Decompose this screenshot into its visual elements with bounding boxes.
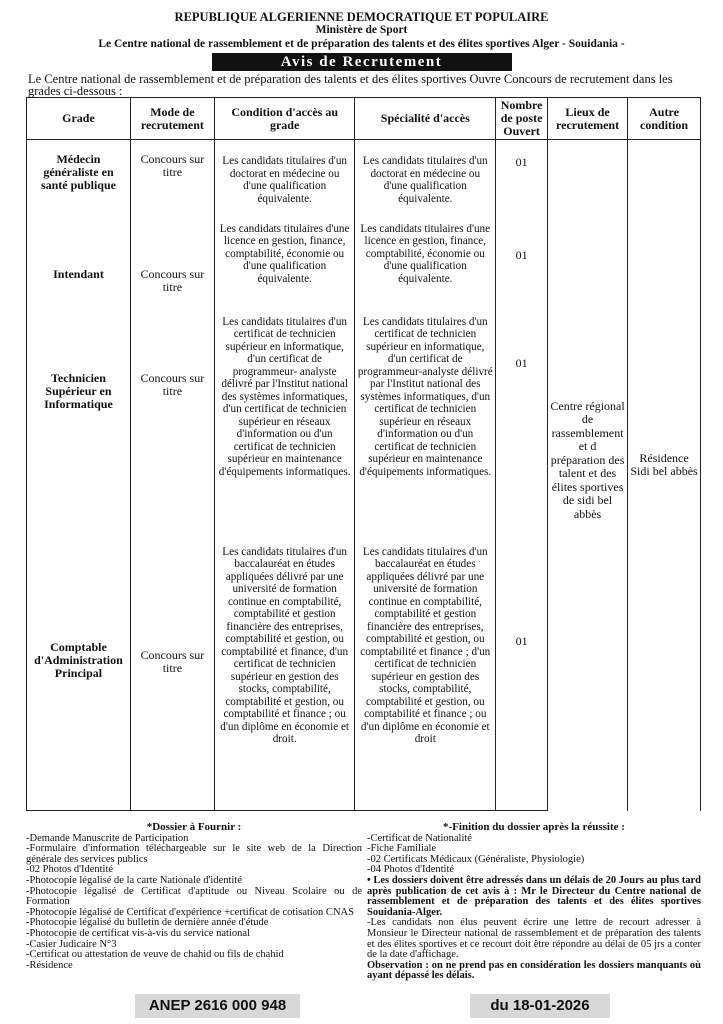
deadline-notice: • Les dossiers doivent être adressés dans un délais de 20 Jours au plus tard après publication de cet avis à : Mr le Directeur du Centre national de rassemblement et de préparation des talents et des élites sportives Souidania-Alger. [367,874,701,918]
finition-column [367,822,701,982]
table-row [27,140,701,223]
finition-title: *-Finition du dossier après la réussite : [443,821,625,833]
cell-nombre: 01 [496,316,548,546]
list-item: -Formulaire d'information téléchargeable sur le site web de la Direction générale des services publics [26,843,362,865]
header-nombre: Nombre de poste Ouvert [496,98,548,140]
list-item: -Fiche Familiale [367,843,437,855]
cell-condition: Les candidats titulaires d'un certificat de technicien supérieur en informatique, d'un certificat de programmeur- analyste délivré par l'Institut national des systèmes informatiques, d'un certificat de technicien supérieur en réseaux d'information ou d'un certificat de technicien supérieur en maintenance d'équipements informatiques. [214,316,355,546]
list-item: -02 Certificats Médicaux (Généraliste, Physiologie) [367,853,585,865]
republic-title: REPUBLIQUE ALGERIENNE DEMOCRATIQUE ET POPULAIRE [174,10,549,24]
list-item: -Photocopie légalisé de Certificat d'aptitude ou Niveau Scolaire ou de Formation [26,885,362,908]
cell-mode: Concours sur titre [130,546,214,811]
cell-nombre: 01 [496,223,548,316]
list-item: -02 Photos d'Identité [26,864,114,876]
publication-date: du 18-01-2026 [470,994,610,1018]
list-item: -Photocopie légalisé de Certificat d'expérience +certificat de cotisation CNAS [26,906,354,918]
cell-grade: Technicien Supérieur en Informatique [27,316,131,546]
dossier-column [26,822,362,971]
recours-notice: -Les candidats non élus peuvent écrire une lettre de recourt adresser à Monsieur le Directeur national de rassemblement et de préparation des talents et des élites sportives et ce recourt doit être répondre au délai de 05 jrs a conter de la date d'affichage. [367,917,701,961]
list-item: -Certificat ou attestation de veuve de chahid ou fils de chahid [26,949,284,961]
list-item: -Photocopie légalisé de la carte Nationale d'identité [26,874,242,886]
list-item: -Photocopie de certificat vis-à-vis du service national [26,927,250,939]
header-autre: Autre condition [628,98,701,140]
list-item: -Certificat de Nationalité [367,832,472,844]
list-item: -Demande Manuscrite de Participation [26,832,189,844]
cell-condition: Les candidats titulaires d'un baccalauréat en études appliquées délivré par une université de formation continue en comptabilité, comptabilité et gestion financière des entreprises, comptabilité et gestion, ou comptabilité et finance, d'un certificat de technicien supérieur en gestion des stocks, comptabilité, comptabilité et gestion, ou comptabilité et finance ; ou d'un diplôme en économie et droit. [214,546,355,811]
cell-specialite: Les candidats titulaires d'un baccalauréat en études appliquées délivré par une université de formation continue en comptabilité, comptabilité et gestion financière des entreprises, comptabilité et gestion, ou comptabilité et finance ; d'un certificat de technicien supérieur en gestion des stocks, comptabilité, comptabilité et gestion, ou comptabilité et finance ; ou d'un diplôme en économie et droit [355,546,496,811]
cell-mode: Concours sur titre [130,223,214,316]
cell-lieux: Centre régional de rassemblement et d préparation des talent et des élites sportives de sidi bel abbès [548,140,628,811]
cell-condition: Les candidats titulaires d'une licence en gestion, finance, comptabilité, économie ou d'une qualification équivalente. [214,223,355,316]
cell-autre: Résidence Sidi bel abbès [628,140,701,811]
cell-grade: Intendant [27,223,131,316]
cell-grade: Médecin généraliste en santé publique [27,140,131,223]
intro-text: Le Centre national de rassemblement et de préparation des talents et des élites sportives Ouvre Concours de recrutement dans les grades ci-dessous : [28,72,673,98]
cell-specialite: Les candidats titulaires d'un certificat de technicien supérieur en informatique, d'un certificat de programmeur-analyste délivré par l'Institut national des systèmes informatiques, d'un certificat de technicien supérieur en réseaux d'information ou d'un certificat de technicien supérieur en maintenance d'équipements informatiques. [355,316,496,546]
cell-nombre: 01 [496,140,548,223]
list-item: -Photocopie légalisé du bulletin de dernière année d'étude [26,917,269,929]
cell-mode: Concours sur titre [130,140,214,223]
observation-notice: Observation : on ne prend pas en considération les dossiers manquants où ayant dépassé les délais. [367,959,701,982]
header-grade: Grade [27,98,131,140]
cell-nombre: 01 [496,546,548,811]
cell-specialite: Les candidats titulaires d'une licence en gestion, finance, comptabilité, économie ou d'une qualification équivalente. [355,223,496,316]
ministry-title: Ministère de Sport [315,24,408,36]
table-header-row [27,98,701,140]
anep-reference: ANEP 2616 000 948 [135,994,300,1018]
cell-grade: Comptable d'Administration Principal [27,546,131,811]
footer [0,994,723,1018]
cell-condition: Les candidats titulaires d'un doctorat en médecine ou d'une qualification équivalente. [214,140,355,223]
cell-specialite: Les candidats titulaires d'un doctorat en médecine ou d'une qualification équivalente. [355,140,496,223]
cell-mode: Concours sur titre [130,316,214,546]
list-item: -Casier Judicaire N°3 [26,938,117,950]
header-condition: Condition d'accès au grade [214,98,355,140]
header [0,0,723,71]
recruitment-table [26,97,701,811]
notice-banner: Avis de Recrutement [212,53,512,71]
list-item: -Résidence [26,959,73,971]
header-specialite: Spécialité d'accès [355,98,496,140]
header-mode: Mode de recrutement [130,98,214,140]
header-lieux: Lieux de recrutement [548,98,628,140]
center-title: Le Centre national de rassemblement et de préparation des talents et des élites sportives Alger - Souidania - [98,38,625,50]
dossier-title: *Dossier à Fournir : [146,821,242,833]
list-item: -04 Photos d'Identité [367,864,455,876]
